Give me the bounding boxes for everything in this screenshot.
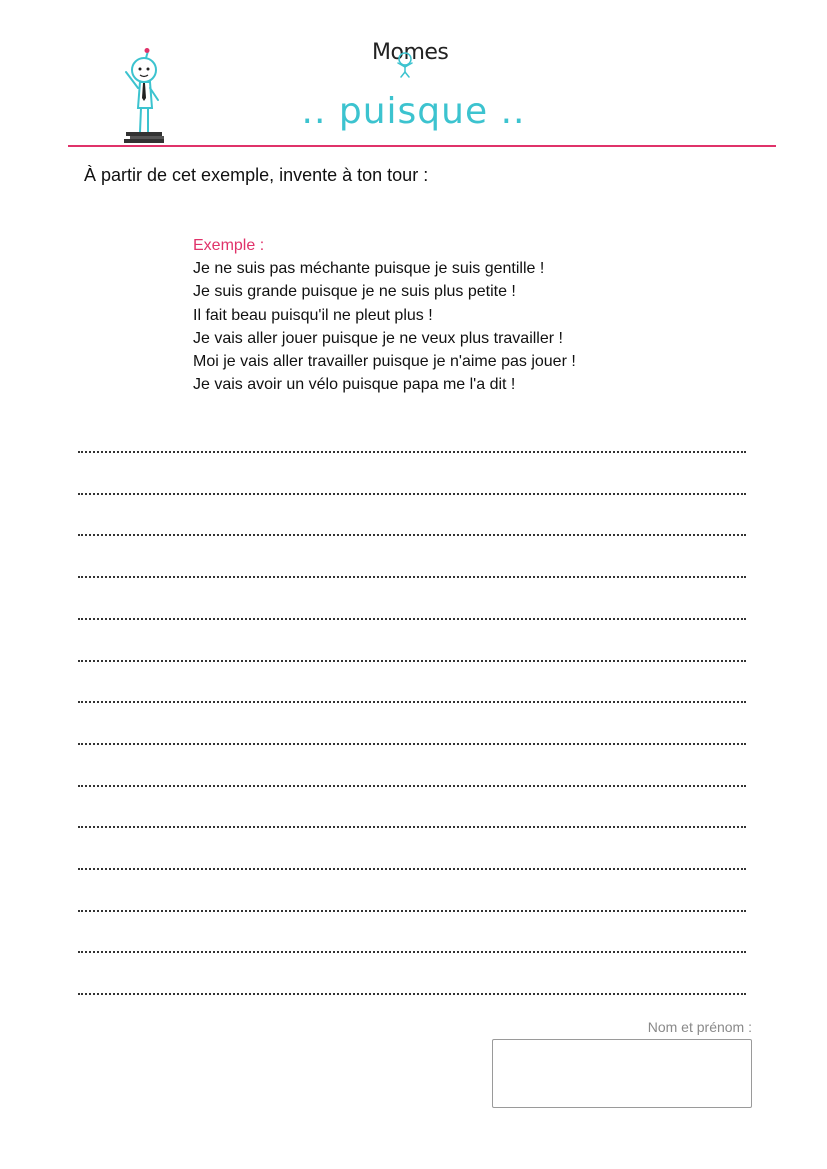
name-field-box[interactable] xyxy=(492,1039,752,1108)
example-block xyxy=(193,234,576,396)
example-heading: Exemple : xyxy=(193,237,265,254)
example-line: Il fait beau puisqu'il ne pleut plus ! xyxy=(193,306,433,324)
writing-line[interactable] xyxy=(78,576,746,578)
writing-line[interactable] xyxy=(78,993,746,995)
writing-line[interactable] xyxy=(78,701,746,703)
writing-line[interactable] xyxy=(78,826,746,828)
writing-line[interactable] xyxy=(78,743,746,745)
example-line: Je vais aller jouer puisque je ne veux plus travailler ! xyxy=(193,329,563,347)
writing-line[interactable] xyxy=(78,451,746,453)
writing-line[interactable] xyxy=(78,534,746,536)
writing-line[interactable] xyxy=(78,660,746,662)
instruction-text: À partir de cet exemple, invente à ton tour : xyxy=(84,165,429,185)
writing-line[interactable] xyxy=(78,868,746,870)
example-line: Je vais avoir un vélo puisque papa me l'a dit ! xyxy=(193,376,516,394)
header-divider xyxy=(68,145,776,147)
writing-line[interactable] xyxy=(78,493,746,495)
example-line: Je ne suis pas méchante puisque je suis gentille ! xyxy=(193,260,545,278)
logo-kid-icon xyxy=(392,50,418,78)
example-line: Je suis grande puisque je ne suis plus petite ! xyxy=(193,283,516,301)
name-field-label: Nom et prénom : xyxy=(647,1019,752,1035)
logo-text: Momes xyxy=(372,40,449,65)
writing-line[interactable] xyxy=(78,618,746,620)
writing-line[interactable] xyxy=(78,951,746,953)
writing-line[interactable] xyxy=(78,910,746,912)
momes-logo xyxy=(372,38,452,78)
example-line: Moi je vais aller travailler puisque je n'aime pas jouer ! xyxy=(193,353,576,371)
writing-line[interactable] xyxy=(78,785,746,787)
page-title: .. puisque .. xyxy=(301,91,526,132)
